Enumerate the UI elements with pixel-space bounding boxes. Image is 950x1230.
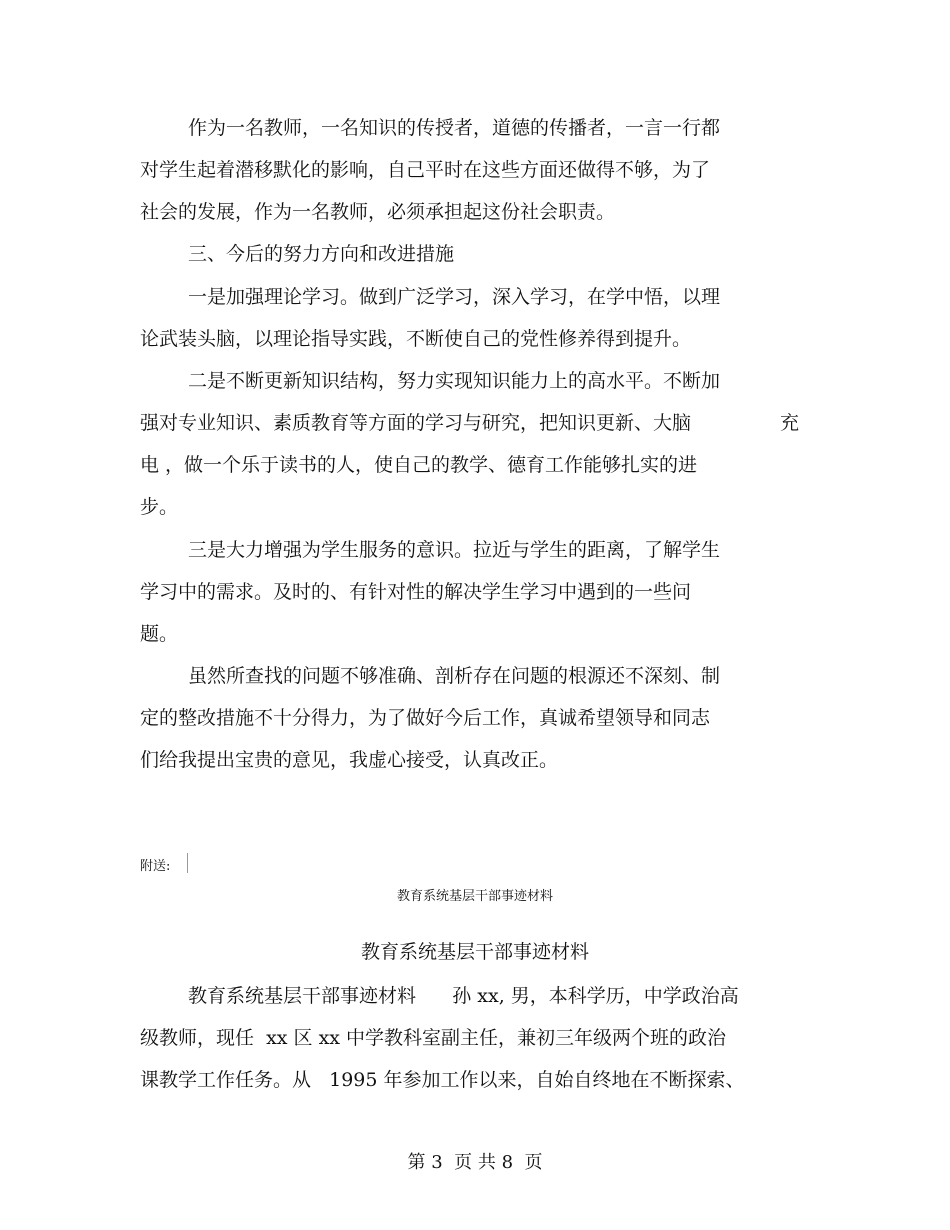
body-line: 级教师，现任 xx 区 xx 中学教科室副主任，兼初三年级两个班的政治 <box>140 1027 727 1049</box>
body-line: 教育系统基层干部事迹材料 孙 xx, 男，本科学历，中学政治高 <box>188 985 739 1007</box>
paragraph-line: 学习中的需求。及时的、有针对性的解决学生学习中遇到的一些问 <box>140 581 692 603</box>
text-cursor <box>187 853 188 873</box>
paragraph-line: 电 ，做一个乐于读书的人，使自己的教学、德育工作能够扎实的进 <box>140 454 698 476</box>
paragraph-line: 一是加强理论学习。做到广泛学习，深入学习，在学中悟，以理 <box>188 286 721 308</box>
paragraph-fragment: 充 <box>780 412 800 434</box>
paragraph-line: 步。 <box>140 496 179 518</box>
paragraph-line: 作为一名教师，一名知识的传授者，道德的传播者，一言一行都 <box>188 117 721 139</box>
page-number-footer: 第 3 页 共 8 页 <box>407 1152 543 1173</box>
paragraph-line: 对学生起着潜移默化的影响，自己平时在这些方面还做得不够，为了 <box>140 159 711 181</box>
paragraph-line: 强对专业知识、素质教育等方面的学习与研究，把知识更新、大脑 <box>140 412 692 434</box>
document-heading: 教育系统基层干部事迹材料 <box>360 941 589 963</box>
paragraph-line: 三是大力增强为学生服务的意识。拉近与学生的距离，了解学生 <box>188 539 721 561</box>
small-title: 教育系统基层干部事迹材料 <box>396 889 553 904</box>
paragraph-line: 虽然所查找的问题不够准确、剖析存在问题的根源还不深刻、制 <box>188 665 721 687</box>
body-line: 课教学工作任务。从 1995 年参加工作以来，自始自终地在不断探索、 <box>140 1069 745 1091</box>
paragraph-line: 社会的发展，作为一名教师，必须承担起这份社会职责。 <box>140 201 616 223</box>
paragraph-line: 们给我提出宝贵的意见，我虚心接受，认真改正。 <box>140 749 559 771</box>
paragraph-line: 定的整改措施不十分得力，为了做好今后工作，真诚希望领导和同志 <box>140 707 711 729</box>
paragraph-line: 论武装头脑，以理论指导实践，不断使自己的党性修养得到提升。 <box>140 328 692 350</box>
attachment-label: 附送: <box>140 859 171 874</box>
section-heading: 三、今后的努力方向和改进措施 <box>188 243 455 265</box>
paragraph-line: 二是不断更新知识结构，努力实现知识能力上的高水平。不断加 <box>188 370 721 392</box>
paragraph-line: 题。 <box>140 623 179 645</box>
